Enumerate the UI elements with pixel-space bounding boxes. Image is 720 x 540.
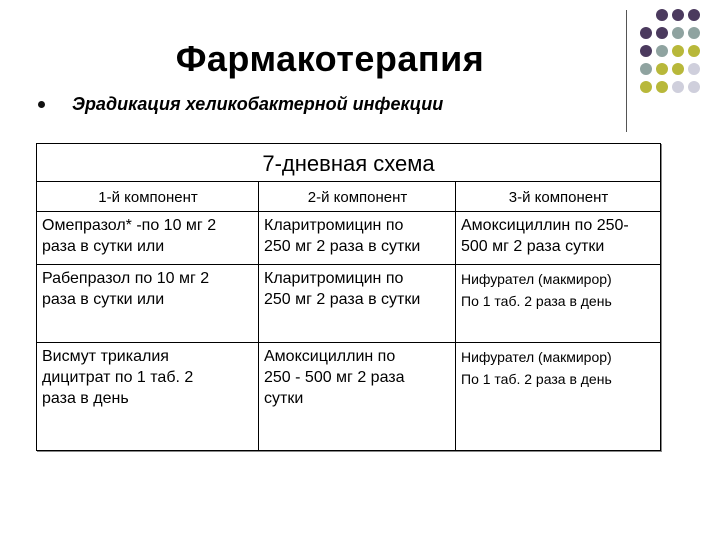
cell-line: Кларитромицин по bbox=[264, 270, 404, 287]
treatment-table bbox=[36, 143, 661, 451]
decorative-dot bbox=[672, 27, 684, 39]
cell-line: раза в сутки или bbox=[42, 238, 165, 255]
cell-line: 250 - 500 мг 2 раза bbox=[264, 369, 405, 386]
table-header-row bbox=[37, 182, 660, 211]
cell-line: По 1 таб. 2 раза в день bbox=[461, 371, 612, 387]
cell-line: 500 мг 2 раза сутки bbox=[461, 238, 605, 255]
slide-subtitle: Эрадикация хеликобактерной инфекции bbox=[72, 94, 444, 114]
bullet-icon bbox=[38, 101, 45, 108]
table-cell bbox=[455, 212, 660, 264]
header-component-3: 3-й компонент bbox=[455, 182, 660, 211]
cell-line: Омепразол* -по 10 мг 2 bbox=[42, 217, 217, 234]
decorative-dot bbox=[688, 81, 700, 93]
table-cell bbox=[455, 343, 660, 450]
table-cell bbox=[258, 212, 455, 264]
cell-line: Кларитромицин по bbox=[264, 217, 404, 234]
cell-line: 250 мг 2 раза в сутки bbox=[264, 291, 421, 308]
cell-line: Висмут трикалия bbox=[42, 348, 169, 365]
cell-line: Нифурател (макмирор) bbox=[461, 271, 612, 287]
table-cell bbox=[37, 265, 258, 342]
decorative-dot bbox=[672, 81, 684, 93]
cell-line: Амоксициллин по 250- bbox=[461, 217, 629, 234]
cell-line: раза в день bbox=[42, 390, 129, 407]
cell-line: раза в сутки или bbox=[42, 291, 165, 308]
table-row bbox=[37, 342, 660, 450]
cell-line: 250 мг 2 раза в сутки bbox=[264, 238, 421, 255]
cell-line: Нифурател (макмирор) bbox=[461, 349, 612, 365]
decorative-dot bbox=[688, 45, 700, 57]
decorative-dot bbox=[656, 9, 668, 21]
table-cell bbox=[37, 212, 258, 264]
table-cell bbox=[258, 265, 455, 342]
decorative-dot bbox=[640, 81, 652, 93]
cell-line: По 1 таб. 2 раза в день bbox=[461, 293, 612, 309]
decorative-dot bbox=[672, 63, 684, 75]
scheme-title: 7-дневная схема bbox=[37, 144, 660, 182]
header-component-2: 2-й компонент bbox=[258, 182, 455, 211]
table-cell bbox=[258, 343, 455, 450]
cell-line: дицитрат по 1 таб. 2 bbox=[42, 369, 194, 386]
slide-title: Фармакотерапия bbox=[175, 38, 485, 79]
decorative-dot bbox=[672, 9, 684, 21]
cell-line: сутки bbox=[264, 390, 304, 407]
decorative-dot bbox=[688, 27, 700, 39]
cell-line: Амоксициллин по bbox=[264, 348, 396, 365]
table-cell bbox=[37, 343, 258, 450]
header-component-1: 1-й компонент bbox=[98, 189, 198, 206]
cell-line: Рабепразол по 10 мг 2 bbox=[42, 270, 210, 287]
table-row bbox=[37, 211, 660, 264]
decorative-dot bbox=[688, 63, 700, 75]
table-row bbox=[37, 264, 660, 342]
decorative-dot bbox=[688, 9, 700, 21]
decorative-dot bbox=[656, 81, 668, 93]
decorative-dot bbox=[672, 45, 684, 57]
table-cell bbox=[455, 265, 660, 342]
